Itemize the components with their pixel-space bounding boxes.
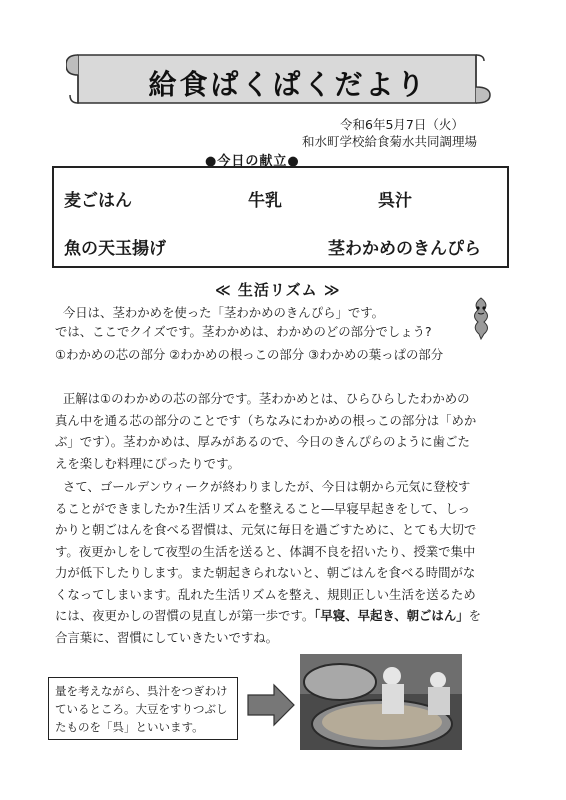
seaweed-character-icon: [468, 296, 494, 340]
caption-line: たものを「呉」といいます。: [55, 720, 204, 734]
answer-line: 真ん中を通る芯の部分のことです（ちなみにわかめの根っこの部分は「めか: [55, 412, 477, 428]
answer-line: えを楽しむ料理にぴったりです。: [55, 455, 240, 471]
menu-box: [52, 166, 509, 268]
rhythm-tail: を: [468, 608, 481, 623]
slogan: 「早寝、早起き、朝ごはん」: [314, 608, 469, 623]
photo-caption: [48, 677, 238, 740]
school-name: 和水町学校給食菊水共同調理場: [302, 134, 478, 149]
rhythm-line: くなってしまいます。乱れた生活リズムを整え、規則正しい生活を送るため: [55, 586, 476, 602]
kitchen-photo: [300, 654, 462, 750]
arrow-right-icon: [246, 683, 296, 727]
rhythm-paragraph: [55, 476, 495, 648]
newsletter-title: 給食ぱくぱくだより: [148, 68, 428, 101]
menu-item: 牛乳: [248, 191, 282, 211]
quiz-choices: ①わかめの芯の部分 ②わかめの根っこの部分 ③わかめの葉っぱの部分: [55, 347, 444, 362]
answer-paragraph: [55, 388, 495, 474]
section-heading: ≪ 生活リズム ≫: [215, 281, 341, 299]
menu-item: 魚の天玉揚げ: [64, 239, 166, 259]
menu-heading: ●今日の献立●: [205, 154, 300, 169]
menu-item: 麦ごはん: [64, 191, 132, 211]
rhythm-line: かりと朝ごはんを食べる習慣は、元気に毎日を過ごすために、とても大切で: [55, 522, 477, 537]
answer-line: ぶ」です）。茎わかめは、厚みがあるので、今日のきんぴらのように歯ごた: [55, 434, 470, 449]
rhythm-line: には、夜更かしの習慣の見直しが第一歩です。: [55, 608, 315, 623]
rhythm-line: ることができましたか?生活リズムを整えること―早寝早起きをして、しっ: [55, 500, 470, 516]
rhythm-line: 力が低下したりします。また朝起きられないと、朝ごはんを食べる時間がな: [55, 565, 476, 580]
rhythm-line: さて、ゴールデンウィークが終わりましたが、今日は朝から元気に登校す: [62, 479, 471, 494]
issue-date: 令和6年5月7日（火）: [340, 117, 464, 132]
answer-line: 正解は①のわかめの芯の部分です。茎わかめとは、ひらひらしたわかめの: [62, 391, 470, 406]
caption-line: ているところ。大豆をすりつぶし: [55, 702, 228, 716]
caption-line: 量を考えながら、呉汁をつぎわけ: [55, 684, 228, 698]
rhythm-line: す。夜更かしをして夜型の生活を送ると、体調不良を招いたり、授業で集中: [55, 543, 476, 559]
menu-item: 茎わかめのきんぴら: [328, 239, 481, 259]
menu-item: 呉汁: [378, 191, 412, 211]
quiz-intro: 今日は、茎わかめを使った「茎わかめのきんぴら」です。: [62, 305, 385, 320]
quiz-question: では、ここでクイズです。茎わかめは、わかめのどの部分でしょう?: [55, 324, 432, 339]
rhythm-line: 合言葉に、習慣にしていきたいですね。: [55, 629, 279, 645]
